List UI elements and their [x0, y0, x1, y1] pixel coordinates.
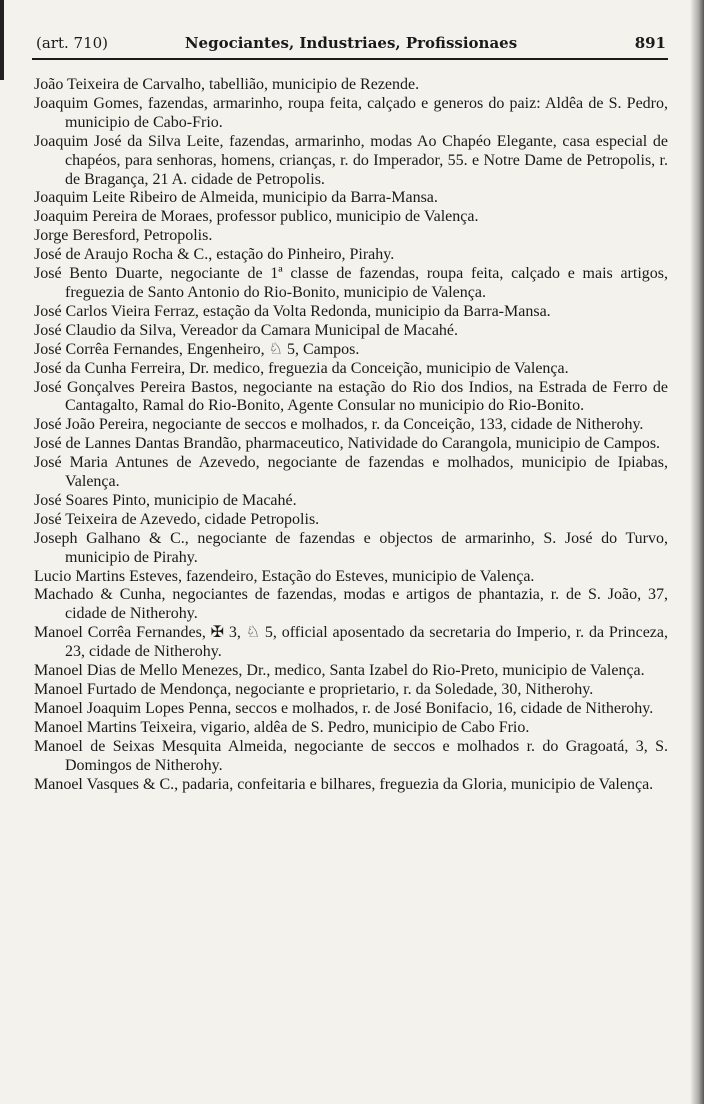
entry-list — [34, 76, 668, 794]
directory-entry: Joaquim José da Silva Leite, fazendas, armarinho, modas Ao Chapéo Elegante, casa especial de chapéos, para senhoras, homens, crianças, r. do Imperador, 55. e Notre Dame de Petropolis, r. de Bragança, 21 A. cidade de Petropolis. — [34, 132, 668, 188]
binding-mark — [0, 0, 4, 80]
page-number: 891 — [634, 34, 666, 52]
directory-entry: Manoel Joaquim Lopes Penna, seccos e molhados, r. de José Bonifacio, 16, cidade de Nitherohy. — [34, 699, 654, 717]
directory-entry: José Carlos Vieira Ferraz, estação da Volta Redonda, municipio da Barra-Mansa. — [34, 302, 551, 320]
directory-entry: José Corrêa Fernandes, Engenheiro, ♘ 5, Campos. — [34, 340, 360, 358]
directory-entry: José Bento Duarte, negociante de 1ª classe de fazendas, roupa feita, calçado e mais artigos, freguezia de Santo Antonio do Rio-Bonito, municipio de Valença. — [34, 265, 668, 301]
directory-entry: Lucio Martins Esteves, fazendeiro, Estação do Esteves, municipio de Valença. — [34, 567, 535, 585]
directory-entry: Manoel de Seixas Mesquita Almeida, negociante de seccos e molhados r. do Gragoatá, 3, S. Domingos de Nitherohy. — [34, 737, 668, 774]
directory-entry: José João Pereira, negociante de seccos e molhados, r. da Conceição, 133, cidade de Nitherohy. — [34, 416, 644, 434]
directory-entry: José da Cunha Ferreira, Dr. medico, freguezia da Conceição, municipio de Valença. — [34, 359, 569, 377]
directory-entry: Manoel Corrêa Fernandes, ✠ 3, ♘ 5, official aposentado da secretaria do Imperio, r. da Princeza, 23, cidade de Nitherohy. — [34, 624, 668, 661]
directory-entry: Manoel Martins Teixeira, vigario, aldêa de S. Pedro, municipio de Cabo Frio. — [34, 718, 530, 736]
directory-entry: José Gonçalves Pereira Bastos, negociante na estação do Rio dos Indios, na Estrada de Ferro de Cantagalto, Ramal do Rio-Bonito, Agente Consular no municipio do Rio-Bonito. — [34, 378, 668, 415]
directory-entry: Joaquim Pereira de Moraes, professor publico, municipio de Valença. — [34, 208, 479, 226]
directory-entry: Joaquim Leite Ribeiro de Almeida, municipio da Barra-Mansa. — [34, 189, 438, 207]
directory-entry: José de Lannes Dantas Brandão, pharmaceutico, Natividade do Carangola, municipio de Campos. — [34, 435, 661, 453]
directory-entry: José de Araujo Rocha & C., estação do Pinheiro, Pirahy. — [34, 246, 395, 264]
directory-entry: João Teixeira de Carvalho, tabellião, municipio de Rezende. — [34, 76, 420, 93]
directory-entry: Manoel Vasques & C., padaria, confeitaria e bilhares, freguezia da Gloria, municipio de Valença. — [34, 775, 654, 793]
directory-entry: Manoel Furtado de Mendonça, negociante e proprietario, r. da Soledade, 30, Nitherohy. — [34, 681, 594, 698]
page-edge-shadow — [690, 0, 704, 1104]
directory-entry: José Soares Pinto, municipio de Macahé. — [34, 491, 297, 509]
header-article-ref: (art. 710) — [36, 34, 109, 52]
directory-entry: José Maria Antunes de Azevedo, negociante de fazendas e molhados, municipio de Ipiabas, Valença. — [34, 454, 668, 491]
directory-entry: Joseph Galhano & C., negociante de fazendas e objectos de armarinho, S. José do Turvo, municipio de Pirahy. — [34, 529, 668, 566]
directory-entry: Manoel Dias de Mello Menezes, Dr., medico, Santa Izabel do Rio-Preto, municipio de Valença. — [34, 662, 645, 680]
directory-entry: Machado & Cunha, negociantes de fazendas, modas e artigos de phantazia, r. de S. João, 37, cidade de Nitherohy. — [34, 586, 668, 623]
running-header — [36, 34, 666, 56]
directory-entry: José Claudio da Silva, Vereador da Camara Municipal de Macahé. — [34, 321, 459, 339]
header-title: Negociantes, Industriaes, Profissionaes — [184, 34, 518, 52]
directory-entry: José Teixeira de Azevedo, cidade Petropolis. — [34, 510, 320, 528]
directory-entry: Jorge Beresford, Petropolis. — [34, 227, 213, 245]
header-rule — [32, 58, 668, 60]
directory-entry: Joaquim Gomes, fazendas, armarinho, roupa feita, calçado e generos do paiz: Aldêa de S. Pedro, municipio de Cabo-Frio. — [34, 94, 668, 131]
